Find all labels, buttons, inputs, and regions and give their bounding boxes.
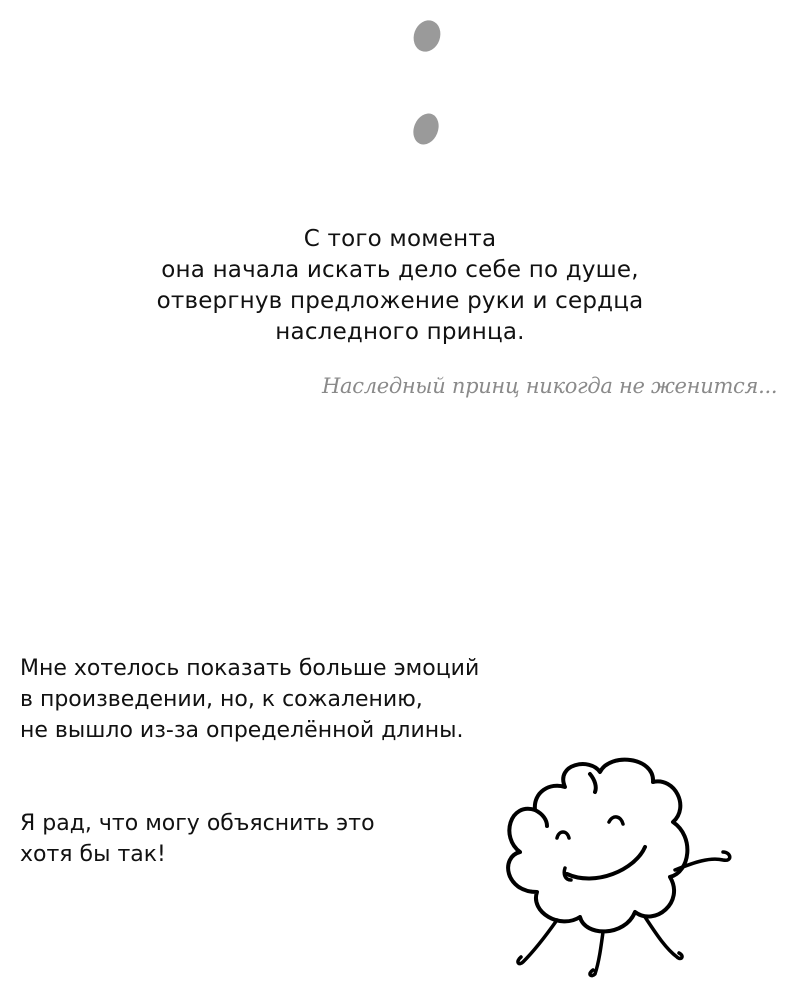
mascot-arm bbox=[675, 852, 730, 870]
author-note-paragraph-1 bbox=[20, 653, 479, 746]
ellipsis-dot-bottom bbox=[409, 110, 443, 149]
narration-line: наследного принца. bbox=[275, 319, 525, 345]
handwritten-note: Наследный принц никогда не женится... bbox=[322, 374, 778, 398]
mascot-eye-left bbox=[557, 832, 569, 838]
narration-line: она начала искать дело себе по душе, bbox=[161, 257, 639, 283]
narration-text bbox=[100, 224, 700, 348]
mascot-leg-middle bbox=[590, 932, 603, 976]
author-note-line: не вышло из-за определённой длины. bbox=[20, 718, 464, 743]
fluffy-mascot-icon bbox=[495, 752, 745, 987]
mascot-leg-left bbox=[518, 920, 557, 964]
author-note-line: хотя бы так! bbox=[20, 842, 166, 867]
mascot-leg-right bbox=[645, 917, 682, 958]
mascot-eye-right bbox=[609, 817, 623, 824]
ellipsis-dot-top bbox=[409, 17, 444, 56]
narration-line: отвергнув предложение руки и сердца bbox=[156, 288, 644, 314]
mascot-smile bbox=[567, 847, 645, 879]
narration-line: С того момента bbox=[303, 226, 497, 252]
author-note-line: в произведении, но, к сожалению, bbox=[20, 687, 423, 712]
author-note-line: Я рад, что могу объяснить это bbox=[20, 811, 375, 836]
author-note-line: Мне хотелось показать больше эмоций bbox=[20, 656, 480, 681]
author-note-paragraph-2 bbox=[20, 808, 375, 870]
